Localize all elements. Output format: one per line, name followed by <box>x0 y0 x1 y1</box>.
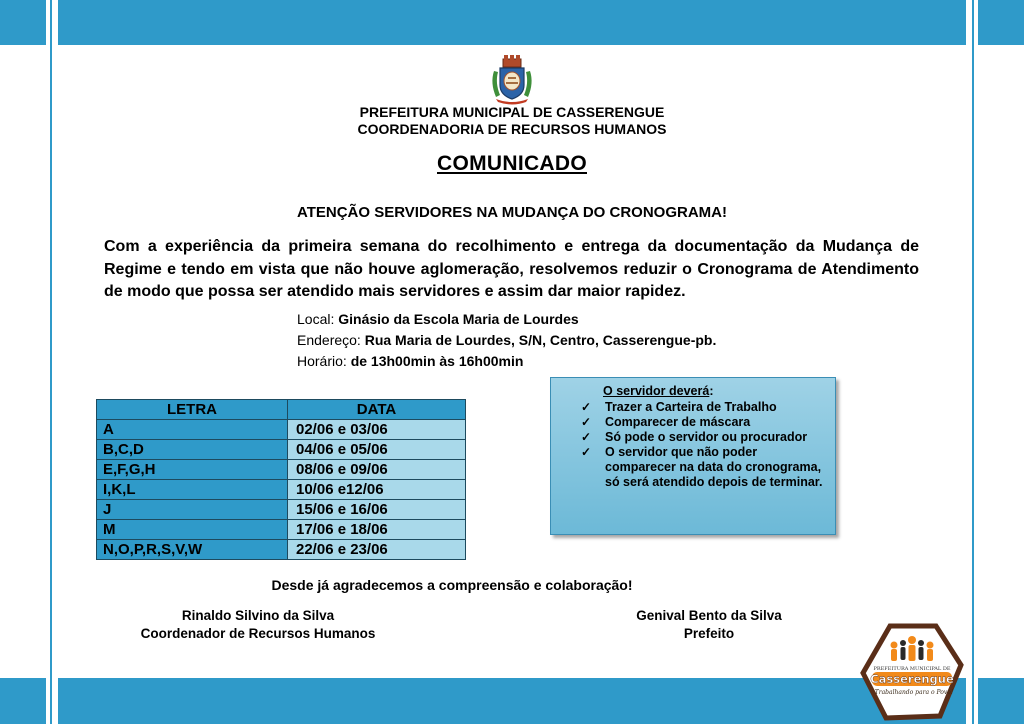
municipal-crest-icon <box>486 53 538 105</box>
notice-box <box>550 377 836 535</box>
notice-title <box>603 384 713 398</box>
table-row <box>97 500 466 520</box>
table-row <box>97 460 466 480</box>
notice-item-text: Trazer a Carteira de Trabalho <box>605 400 777 414</box>
check-icon: ✓ <box>581 400 592 414</box>
info-address-value: Rua Maria de Lourdes, S/N, Centro, Casserengue-pb. <box>364 332 717 348</box>
letter-cell: I,K,L <box>97 480 288 500</box>
signature-role: Coordenador de Recursos Humanos <box>140 626 376 641</box>
column-header-letter: LETRA <box>97 400 288 420</box>
letter-cell: B,C,D <box>97 440 288 460</box>
list-item <box>581 400 831 415</box>
signature-mayor <box>608 607 810 643</box>
page-title: COMUNICADO <box>437 152 587 175</box>
info-hours-label: Horário: <box>297 353 351 369</box>
notice-item-text: O servidor que não poder comparecer na data do cronograma, só será atendido depois de terminar. <box>605 445 823 489</box>
check-icon: ✓ <box>581 445 592 459</box>
header-line-2: COORDENADORIA DE RECURSOS HUMANOS <box>357 121 667 137</box>
table-row <box>97 540 466 560</box>
schedule-header-row <box>97 400 466 420</box>
thanks-message: Desde já agradecemos a compreensão e colaboração! <box>271 577 633 593</box>
signature-coordinator <box>120 607 396 643</box>
logo-name: Casserengue <box>870 672 954 686</box>
frame-corner-top-right <box>978 0 1024 45</box>
list-item <box>581 415 831 430</box>
notice-title-colon: : <box>709 384 714 398</box>
casserengue-logo <box>860 623 964 721</box>
letter-cell: M <box>97 520 288 540</box>
info-local-value: Ginásio da Escola Maria de Lourdes <box>338 311 579 327</box>
letter-cell: E,F,G,H <box>97 460 288 480</box>
date-cell: 02/06 e 03/06 <box>288 420 466 440</box>
date-cell: 10/06 e12/06 <box>288 480 466 500</box>
check-icon: ✓ <box>581 430 592 444</box>
date-cell: 04/06 e 05/06 <box>288 440 466 460</box>
date-cell: 08/06 e 09/06 <box>288 460 466 480</box>
body-paragraph: Com a experiência da primeira semana do recolhimento e entrega da documentação da Mudança de Regime e tendo em vista que não houve aglomeração, resolvemos reduzir o Cronograma de Atendimento de modo que possa ser atendido mais servidores e assim dar maior rapidez. <box>104 238 919 300</box>
notice-item-text: Comparecer de máscara <box>605 415 751 429</box>
info-address <box>297 332 716 348</box>
frame-corner-top-left <box>0 0 46 45</box>
table-row <box>97 520 466 540</box>
logo-slogan: Trabalhando para o Povo! <box>874 689 954 696</box>
signature-role: Prefeito <box>683 626 735 641</box>
letter-cell: A <box>97 420 288 440</box>
column-header-date: DATA <box>288 400 466 420</box>
notice-list <box>581 400 831 490</box>
info-address-label: Endereço: <box>297 332 365 348</box>
frame-corner-bottom-left <box>0 678 46 724</box>
letter-cell: N,O,P,R,S,V,W <box>97 540 288 560</box>
date-cell: 17/06 e 18/06 <box>288 520 466 540</box>
table-row <box>97 480 466 500</box>
letter-cell: J <box>97 500 288 520</box>
table-row <box>97 440 466 460</box>
list-item <box>581 430 831 445</box>
header-line-1: PREFEITURA MUNICIPAL DE CASSERENGUE <box>359 104 665 120</box>
logo-small-text: PREFEITURA MUNICIPAL DE <box>873 666 951 672</box>
frame-bottom-bar <box>58 678 966 724</box>
signature-name: Rinaldo Silvino da Silva <box>181 608 335 623</box>
table-row <box>97 420 466 440</box>
date-cell: 15/06 e 16/06 <box>288 500 466 520</box>
check-icon: ✓ <box>581 415 592 429</box>
frame-corner-bottom-right <box>978 678 1024 724</box>
notice-title-text: O servidor deverá <box>603 384 710 398</box>
schedule-table <box>96 399 466 560</box>
signature-name: Genival Bento da Silva <box>636 608 782 623</box>
info-hours-value: de 13h00min às 16h00min <box>350 353 524 369</box>
info-local <box>297 311 579 327</box>
list-item <box>581 445 831 490</box>
frame-top-bar <box>58 0 966 45</box>
notice-item-text: Só pode o servidor ou procurador <box>605 430 808 444</box>
info-local-label: Local: <box>297 311 339 327</box>
info-hours <box>297 353 523 369</box>
date-cell: 22/06 e 23/06 <box>288 540 466 560</box>
attention-heading: ATENÇÃO SERVIDORES NA MUDANÇA DO CRONOGRAMA! <box>296 204 727 221</box>
